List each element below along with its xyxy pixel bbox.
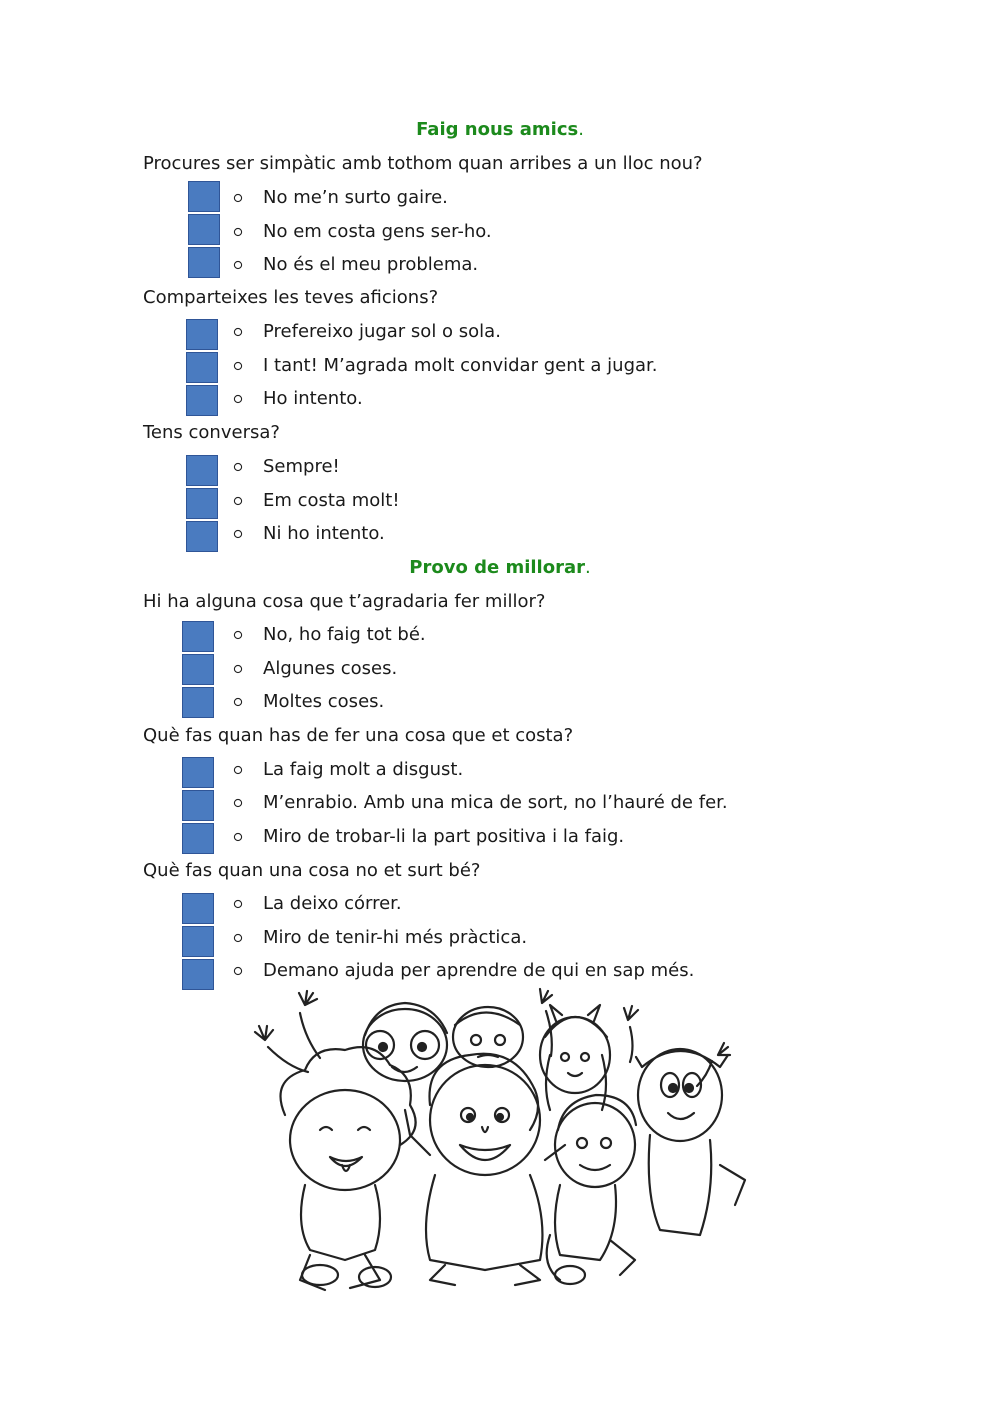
question-text: Hi ha alguna cosa que t’agradaria fer millor? — [143, 591, 546, 612]
answer-box[interactable] — [182, 823, 214, 854]
answer-box[interactable] — [182, 790, 214, 821]
answer-box[interactable] — [182, 687, 214, 718]
question-text: Comparteixes les teves aficions? — [143, 287, 439, 308]
option-label: M’enrabio. Amb una mica de sort, no l’hauré de fer. — [263, 792, 728, 813]
answer-box[interactable] — [188, 247, 220, 278]
circle-bullet-icon — [233, 454, 245, 466]
circle-bullet-icon — [233, 891, 245, 903]
section-heading-1 — [0, 117, 1000, 143]
option-label: Demano ajuda per aprendre de qui en sap més. — [263, 960, 695, 981]
section-title: Faig nous amics — [416, 119, 579, 140]
option-item — [233, 521, 385, 547]
children-group-coloring-illustration — [250, 985, 750, 1295]
circle-bullet-icon — [233, 386, 245, 398]
option-item — [233, 185, 448, 211]
answer-box[interactable] — [182, 654, 214, 685]
circle-bullet-icon — [233, 790, 245, 802]
answer-box[interactable] — [182, 757, 214, 788]
answer-box[interactable] — [182, 621, 214, 652]
circle-bullet-icon — [233, 521, 245, 533]
option-item — [233, 454, 340, 480]
answer-box[interactable] — [186, 319, 218, 350]
option-label: Ni ho intento. — [263, 523, 385, 544]
option-item — [233, 925, 527, 951]
circle-bullet-icon — [233, 925, 245, 937]
question-text: Què fas quan has de fer una cosa que et costa? — [143, 725, 574, 746]
circle-bullet-icon — [233, 219, 245, 231]
option-label: La faig molt a disgust. — [263, 759, 464, 780]
section-title-dot: . — [578, 119, 584, 140]
option-label: I tant! M’agrada molt convidar gent a jugar. — [263, 355, 658, 376]
option-item — [233, 488, 400, 514]
option-label: La deixo córrer. — [263, 893, 402, 914]
circle-bullet-icon — [233, 824, 245, 836]
option-item — [233, 891, 402, 917]
option-label: No, ho faig tot bé. — [263, 624, 426, 645]
answer-box[interactable] — [186, 385, 218, 416]
section-heading-2 — [0, 555, 1000, 581]
circle-bullet-icon — [233, 353, 245, 365]
option-label: No és el meu problema. — [263, 254, 479, 275]
option-item — [233, 790, 728, 816]
answer-box[interactable] — [188, 214, 220, 245]
option-label: Miro de tenir-hi més pràctica. — [263, 927, 528, 948]
option-label: No me’n surto gaire. — [263, 187, 448, 208]
option-label: Algunes coses. — [263, 658, 398, 679]
option-item — [233, 958, 694, 984]
circle-bullet-icon — [233, 185, 245, 197]
answer-box[interactable] — [182, 893, 214, 924]
answer-box[interactable] — [182, 926, 214, 957]
section-title-dot: . — [584, 557, 591, 578]
option-label: Sempre! — [263, 456, 340, 477]
answer-box[interactable] — [182, 959, 214, 990]
answer-box[interactable] — [186, 352, 218, 383]
circle-bullet-icon — [233, 656, 245, 668]
section-title: Provo de millorar — [409, 557, 585, 578]
option-item — [233, 757, 463, 783]
answer-box[interactable] — [188, 181, 220, 212]
circle-bullet-icon — [233, 319, 245, 331]
option-label: No em costa gens ser-ho. — [263, 221, 492, 242]
option-item — [233, 386, 363, 412]
option-item — [233, 252, 478, 278]
question-text: Procures ser simpàtic amb tothom quan arribes a un lloc nou? — [143, 153, 703, 174]
circle-bullet-icon — [233, 757, 245, 769]
circle-bullet-icon — [233, 622, 245, 634]
answer-box[interactable] — [186, 488, 218, 519]
option-label: Ho intento. — [263, 388, 363, 409]
circle-bullet-icon — [233, 488, 245, 500]
option-label: Moltes coses. — [263, 691, 385, 712]
answer-box[interactable] — [186, 455, 218, 486]
option-item — [233, 622, 426, 648]
option-item — [233, 319, 501, 345]
option-label: Em costa molt! — [263, 490, 400, 511]
option-label: Miro de trobar-li la part positiva i la faig. — [263, 826, 625, 847]
option-item — [233, 824, 624, 850]
circle-bullet-icon — [233, 958, 245, 970]
circle-bullet-icon — [233, 252, 245, 264]
option-item — [233, 353, 658, 379]
circle-bullet-icon — [233, 689, 245, 701]
option-item — [233, 689, 384, 715]
option-item — [233, 219, 492, 245]
option-item — [233, 656, 397, 682]
answer-box[interactable] — [186, 521, 218, 552]
question-text: Què fas quan una cosa no et surt bé? — [143, 860, 481, 881]
question-text: Tens conversa? — [143, 422, 280, 443]
option-label: Prefereixo jugar sol o sola. — [263, 321, 501, 342]
